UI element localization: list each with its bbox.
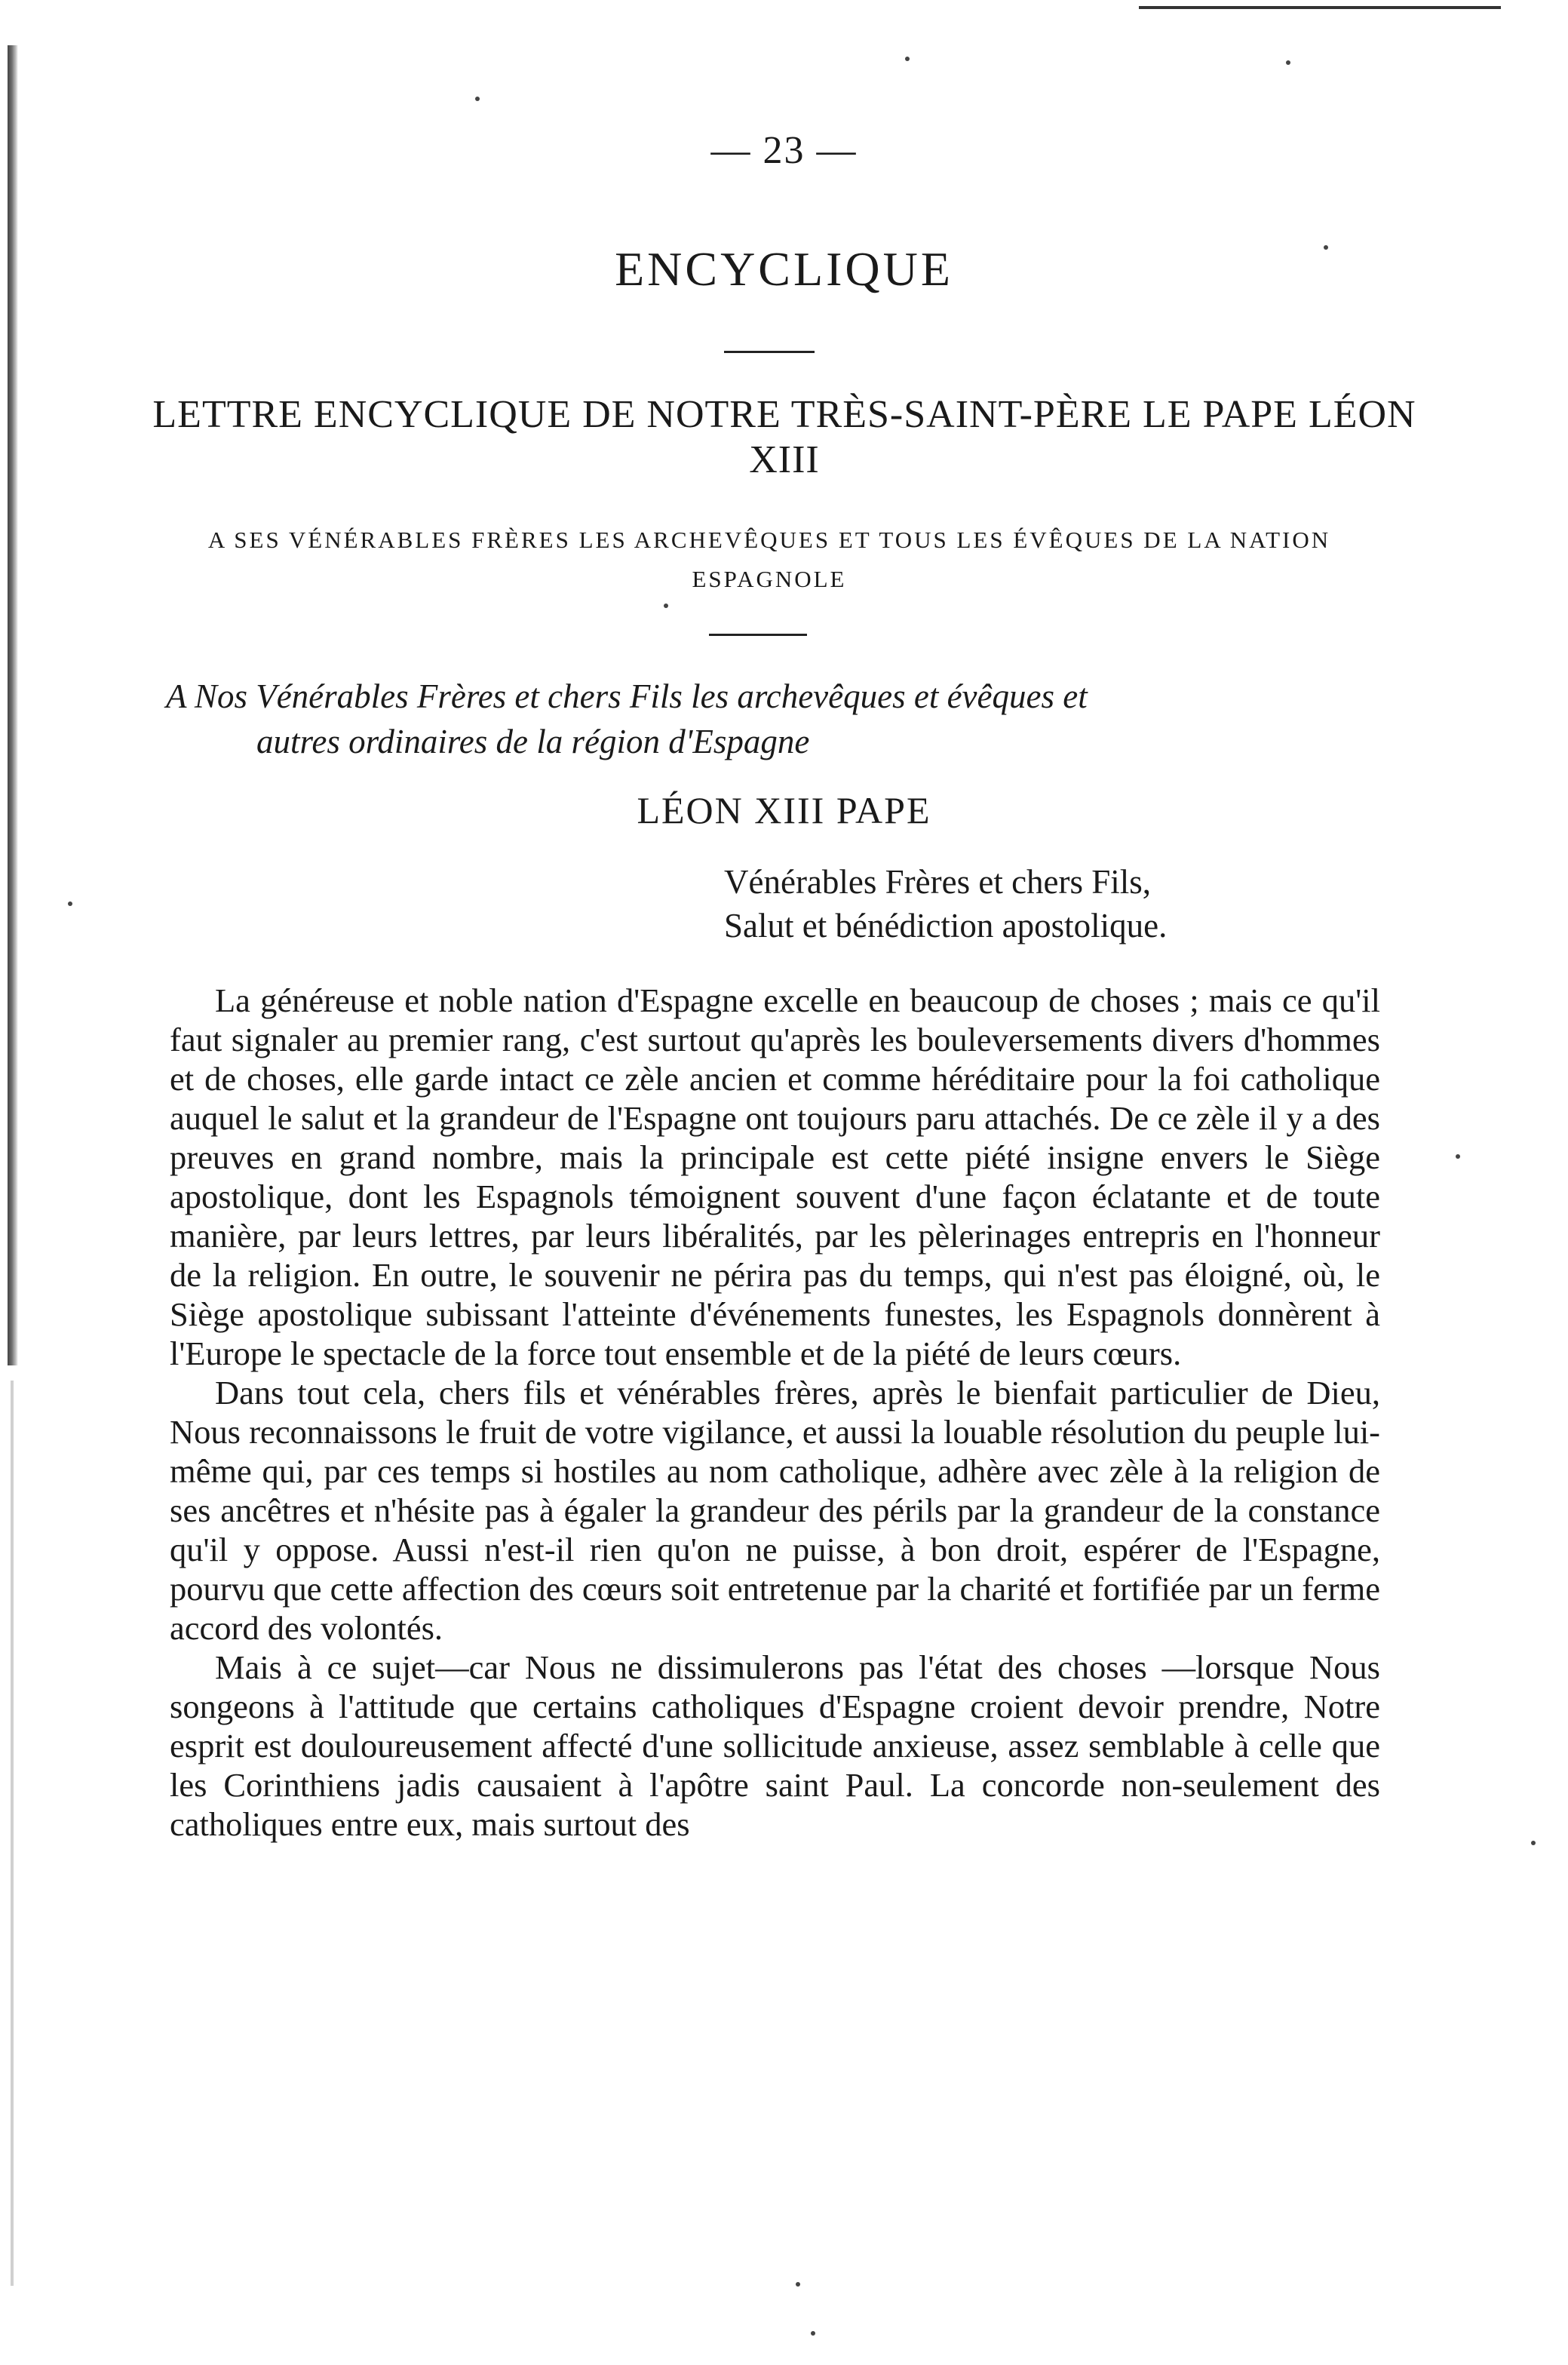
salutation-line-1: Vénérables Frères et chers Fils, <box>724 863 1152 901</box>
salutation-line-2: Salut et bénédiction apostolique. <box>724 907 1168 944</box>
scan-speck <box>1456 1154 1460 1159</box>
scan-speck <box>475 97 480 101</box>
scan-speck <box>68 901 72 906</box>
addressees-heading: A SES VÉNÉRABLES FRÈRES LES ARCHEVÊQUES ET TOUS LES ÉVÊQUES DE LA NATION ESPAGNOLE <box>207 527 1331 592</box>
dedication-line-1: A Nos Vénérables Frères et chers Fils les archevêques et évêques et <box>166 677 1088 715</box>
page-number: — 23 — <box>710 129 858 172</box>
scan-speck <box>1286 60 1290 65</box>
scan-speck <box>811 2331 815 2336</box>
body-text <box>170 981 1380 1844</box>
scan-speck <box>796 2282 800 2287</box>
sender-heading: LÉON XIII PAPE <box>637 789 931 831</box>
paragraph: Mais à ce sujet—car Nous ne dissimulerons pas l'état des choses —lorsque Nous songeons à l'attitude que certains catholiques d'Espagne croient devoir prendre, Notre esprit est douloureusement affecté d'une sollicitude anxieuse, assez semblable à celle que les Corinthiens jadis causaient à l'apôtre saint Paul. La concorde non-seulement des catholiques entre eux, mais surtout des <box>170 1648 1380 1843</box>
salutation <box>724 860 1403 948</box>
scan-binding-edge-lower <box>11 1381 14 2286</box>
scan-speck <box>1531 1841 1536 1845</box>
dedication-line-2: autres ordinaires de la région d'Espagne <box>256 723 810 760</box>
paragraph: Dans tout cela, chers fils et vénérables frères, après le bienfait particulier de Dieu, Nous reconnaissons le fruit de votre vigilance, et aussi la louable résolution du peuple lui-même qui, par ces temps si hostiles au nom catholique, adhère avec zèle à la religion de ses ancêtres et n'hésite pas à égaler la grandeur des périls par la grandeur de la constance qu'il y oppose. Aussi n'est-il rien qu'on ne puisse, à bon droit, espérer de l'Espagne, pourvu que cette affection des cœurs soit entretenue par la charité et fortifiée par un ferme accord des volontés. <box>170 1374 1380 1647</box>
title-divider <box>724 351 815 353</box>
top-scan-rule <box>1139 6 1501 9</box>
page-title: ENCYCLIQUE <box>615 242 953 296</box>
scan-speck <box>664 604 668 608</box>
scan-speck <box>905 57 910 61</box>
paragraph: La généreuse et noble nation d'Espagne excelle en beaucoup de choses ; mais ce qu'il faut signaler au premier rang, c'est surtout qu'après les bouleversements divers d'hommes et de choses, elle garde intact ce zèle ancien et comme héréditaire pour la foi catholique auquel le salut et la grandeur de l'Espagne ont toujours paru attachés. De ce zèle il y a des preuves en grand nombre, mais la principale est cette piété insigne envers le Siège apostolique, dont les Espagnols témoignent souvent d'une façon éclatante et de toute manière, par leurs lettres, par leurs libéralités, par les pèlerinages entrepris en l'honneur de la religion. En outre, le souvenir ne périra pas du temps, qui n'est pas éloigné, où, le Siège apostolique subissant l'atteinte d'événements funestes, les Espagnols donnèrent à l'Europe le spectacle de la force tout ensemble et de la piété de leurs cœurs. <box>170 981 1380 1372</box>
dedication <box>166 674 1373 764</box>
letter-title: LETTRE ENCYCLIQUE DE NOTRE TRÈS-SAINT-PÈRE LE PAPE LÉON XIII <box>152 393 1416 481</box>
section-divider <box>709 634 807 636</box>
